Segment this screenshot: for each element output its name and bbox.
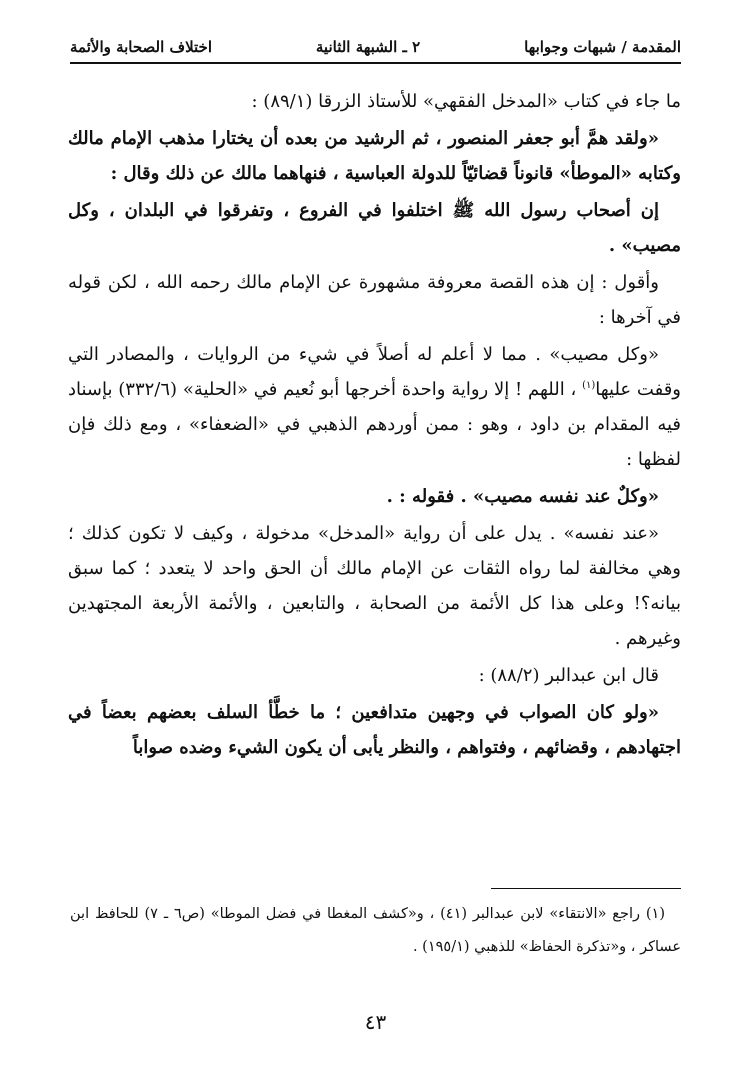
paragraph-5-start: «وكل مصيب» . مما لا أعلم له أصلاً في شيء من الروايات ، والمصادر التي وقفت عليها	[68, 344, 681, 400]
page-number: ٤٣	[364, 1010, 387, 1034]
main-text	[68, 84, 681, 767]
paragraph-4: وأقول : إن هذه القصة معروفة مشهورة عن الإمام مالك رحمه الله ، لكن قوله في آخرها :	[68, 272, 681, 328]
paragraph-6: «وكلٌ عند نفسه مصيب» . فقوله : .	[386, 486, 659, 507]
running-header	[70, 34, 681, 60]
header-divider	[70, 62, 681, 64]
paragraph-9: «ولو كان الصواب في وجهين متدافعين ؛ ما خطَّأ السلف بعضهم بعضاً في اجتهادهم ، وقضائهم ، وفتواهم ، والنظر يأبى أن يكون الشيء وضده صواباً	[68, 702, 681, 758]
paragraph-8: قال ابن عبدالبر (٨٨/٢) :	[478, 665, 659, 686]
footnote-divider	[491, 888, 681, 889]
header-section: ٢ ـ الشبهة الثانية	[315, 38, 421, 56]
paragraph-5-end: ، اللهم ! إلا رواية واحدة أخرجها أبو نُعيم في «الحلية» (٣٣٢/٦) بإسناد فيه المقدام بن داود ، وهو : ممن أوردهم الذهبي في «الضعفاء» ، ومع ذلك فإن لفظها :	[68, 379, 681, 470]
header-topic: اختلاف الصحابة والأئمة	[70, 38, 212, 56]
header-chapter: المقدمة / شبهات وجوابها	[524, 38, 681, 56]
paragraph-7: «عند نفسه» . يدل على أن رواية «المدخل» مدخولة ، وكيف لا تكون كذلك ؛ وهي مخالفة لما رواه الثقات عن الإمام مالك أن الحق واحد لا يتعدد ؛ كما سبق بيانه؟! وعلى هذا كل الأئمة من الصحابة ، والتابعين ، والأئمة الأربعة المجتهدين وغيرهم .	[68, 523, 681, 649]
paragraph-2: «ولقد همَّ أبو جعفر المنصور ، ثم الرشيد من بعده أن يختارا مذهب الإمام مالك وكتابه «الموطأ» قانوناً قضائيّاً للدولة العباسية ، فنهاهما مالك عن ذلك وقال :	[68, 128, 681, 184]
paragraph-1: ما جاء في كتاب «المدخل الفقهي» للأستاذ الزرقا (٨٩/١) :	[251, 91, 681, 112]
footnote-reference: (١)	[582, 380, 596, 391]
footnote-1: (١) راجع «الانتقاء» لابن عبدالبر (٤١) ، و«كشف المغطا في فضل الموطا» (ص٦ ـ ٧) للحافظ ابن عساكر ، و«تذكرة الحفاظ» للذهبي (١٩٥/١) .	[70, 906, 681, 955]
footnotes	[70, 898, 681, 964]
paragraph-3: إن أصحاب رسول الله ﷺ اختلفوا في الفروع ، وتفرقوا في البلدان ، وكل مصيب» .	[68, 200, 681, 256]
paragraph-5	[68, 337, 681, 477]
